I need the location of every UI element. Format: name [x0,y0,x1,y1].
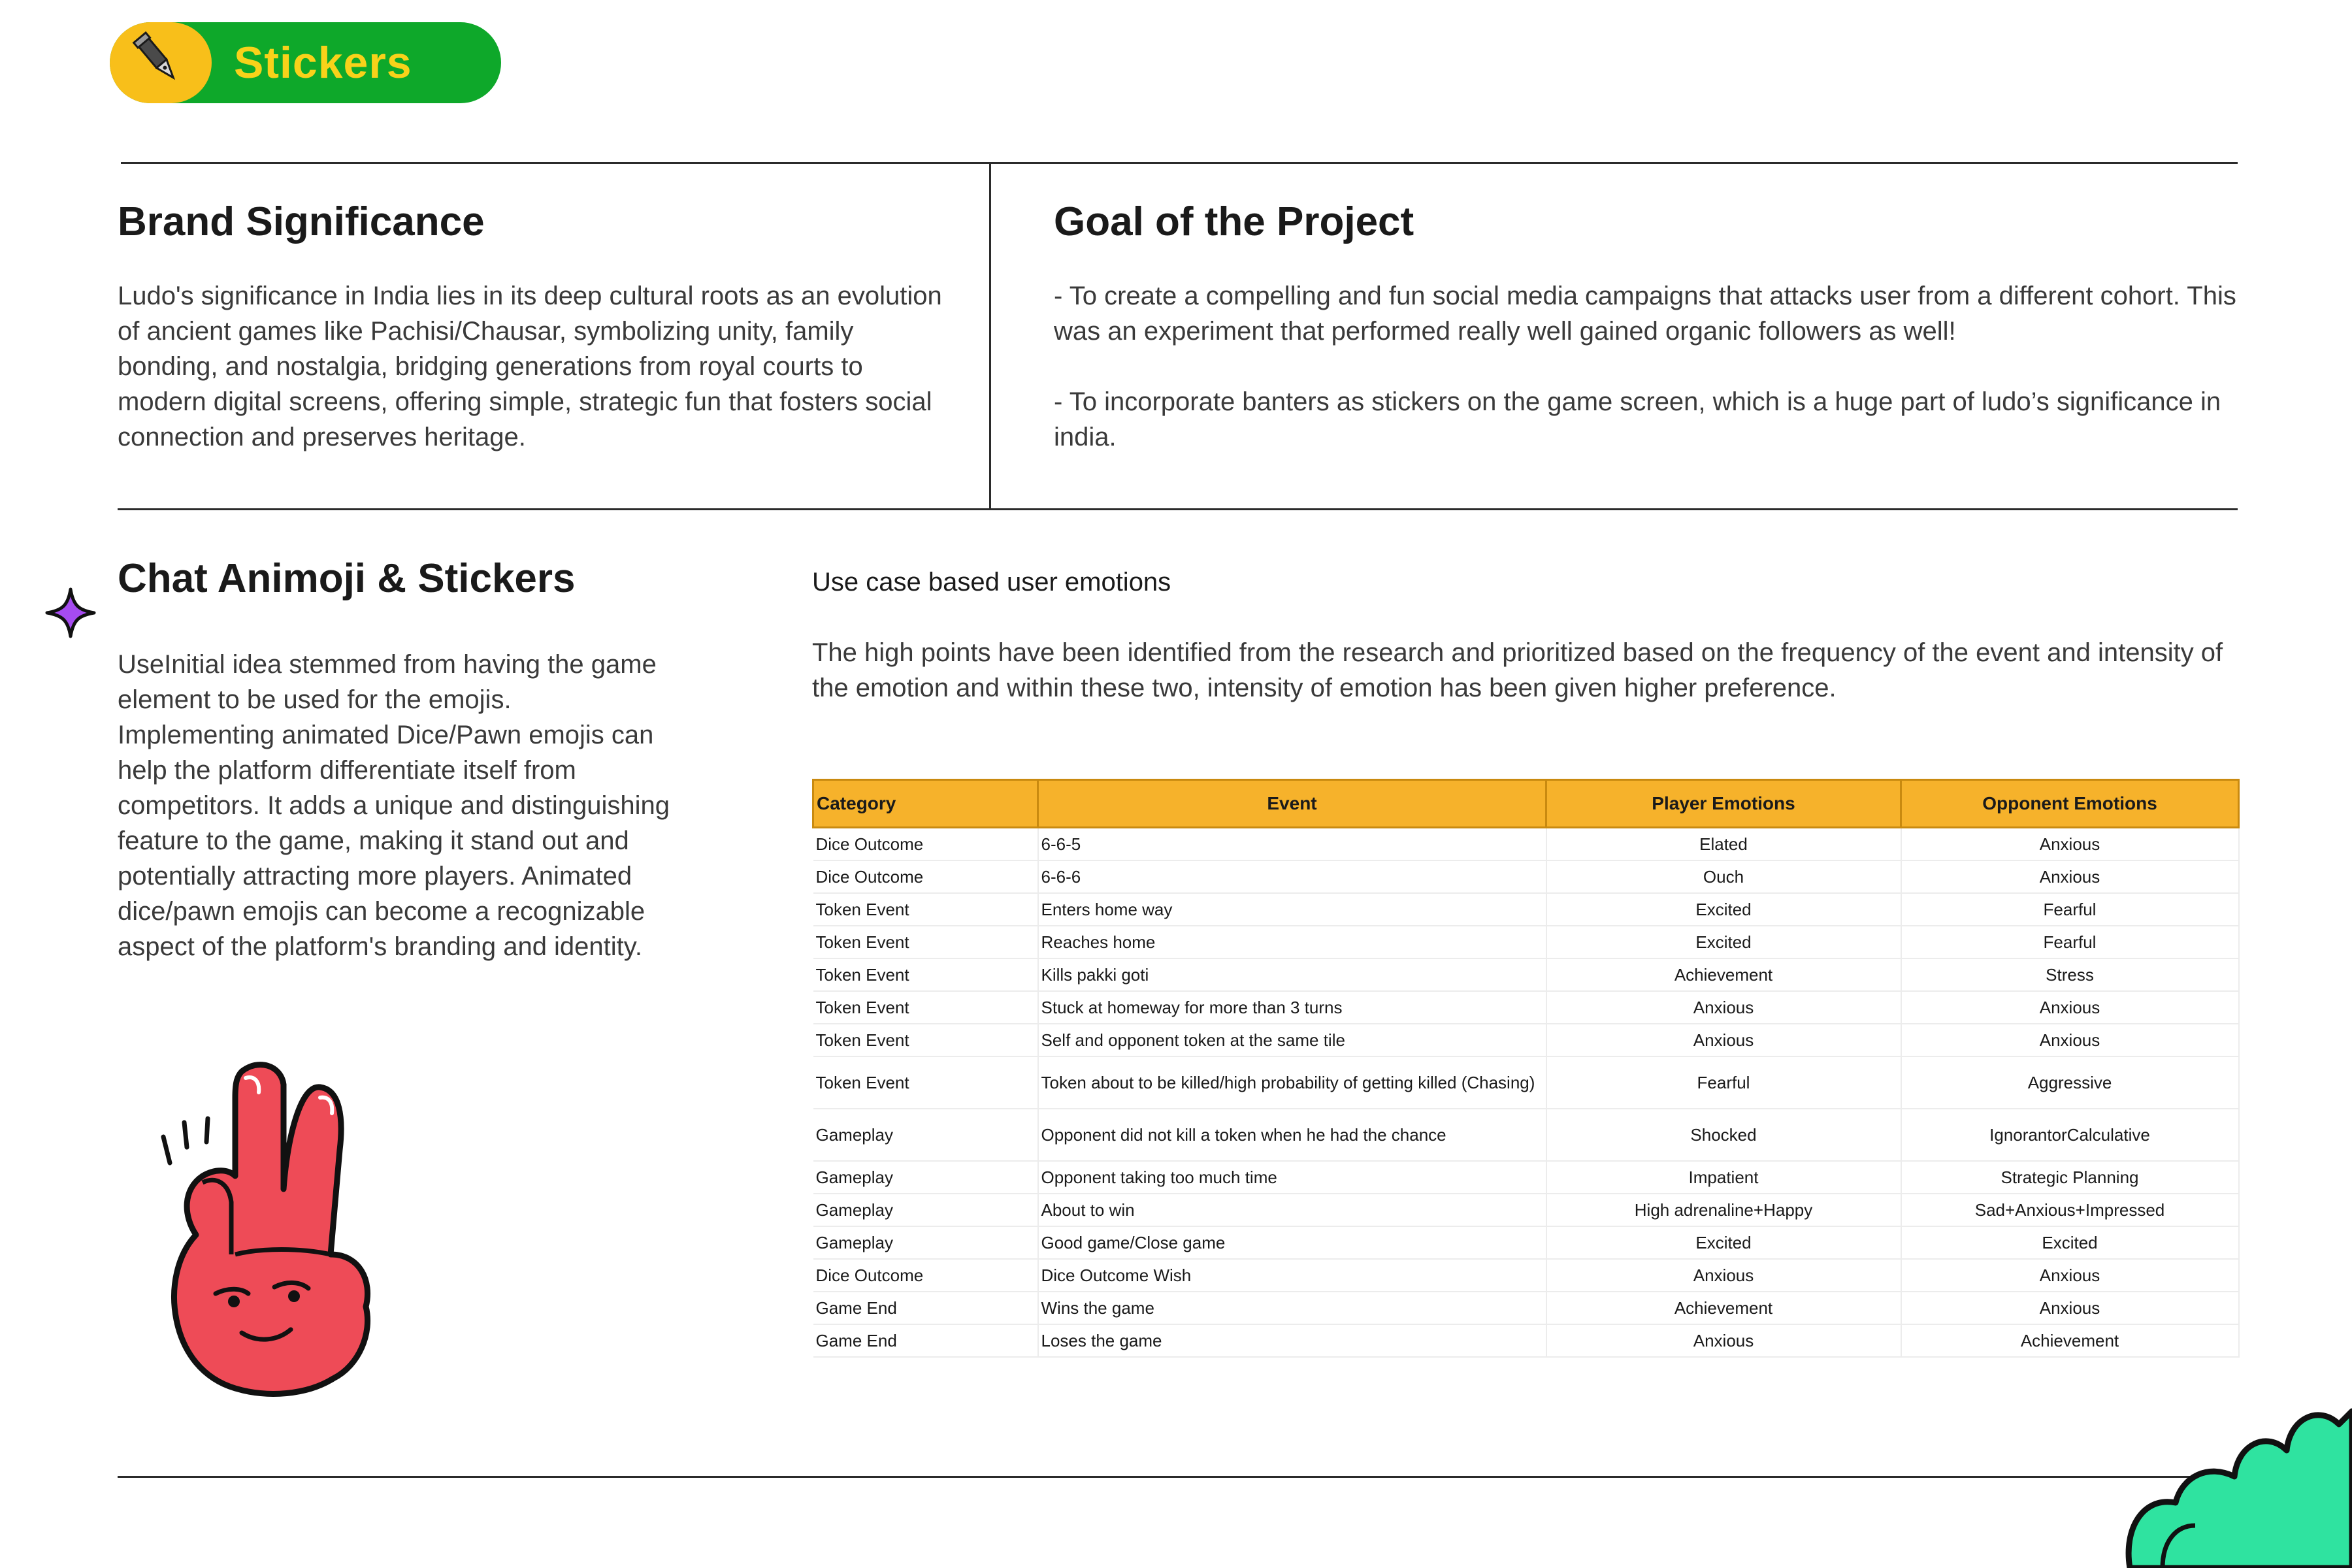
cell-player-emotion: Anxious [1546,1024,1901,1056]
cell-event: 6-6-6 [1038,860,1546,893]
cell-player-emotion: Ouch [1546,860,1901,893]
cell-opponent-emotion: Achievement [1901,1324,2239,1357]
column-header-player-emotions: Player Emotions [1546,780,1901,828]
cell-player-emotion: Achievement [1546,1292,1901,1324]
cell-category: Dice Outcome [813,860,1038,893]
cell-event: Opponent taking too much time [1038,1161,1546,1194]
cell-opponent-emotion: Anxious [1901,1292,2239,1324]
goal-title: Goal of the Project [1054,199,1414,244]
cell-event: Token about to be killed/high probability of getting killed (Chasing) [1038,1056,1546,1109]
green-bush-sticker [2123,1385,2352,1568]
cell-opponent-emotion: Sad+Anxious+Impressed [1901,1194,2239,1226]
cell-category: Gameplay [813,1109,1038,1161]
emotion-table [812,779,2240,1358]
cell-event: Good game/Close game [1038,1226,1546,1259]
column-divider [989,162,991,508]
cell-player-emotion: Fearful [1546,1056,1901,1109]
cell-opponent-emotion: Strategic Planning [1901,1161,2239,1194]
table-row [813,1259,2239,1292]
cell-event: About to win [1038,1194,1546,1226]
cell-player-emotion: Achievement [1546,958,1901,991]
table-row [813,1024,2239,1056]
cell-opponent-emotion: Aggressive [1901,1056,2239,1109]
cell-opponent-emotion: Anxious [1901,1024,2239,1056]
chat-animoji-body: UseInitial idea stemmed from having the game element to be used for the emojis. Implementing animated Dice/Pawn emojis can help the platform differentiate itself from competitors. It adds a unique and distinguishing feature to the game, making it stand out and potentially attracting more players. Animated dice/pawn emojis can become a recognizable aspect of the platform's branding and identity. [118,650,670,961]
cell-category: Token Event [813,991,1038,1024]
column-header-opponent-emotions: Opponent Emotions [1901,780,2239,828]
table-row [813,1194,2239,1226]
goal-point-1: - To create a compelling and fun social media campaigns that attacks user from a different cohort. This was an experiment that performed really well gained organic followers as well! [1054,282,2236,346]
cell-category: Token Event [813,1024,1038,1056]
cell-category: Game End [813,1292,1038,1324]
table-row [813,860,2239,893]
cell-player-emotion: Anxious [1546,1259,1901,1292]
cell-event: 6-6-5 [1038,828,1546,861]
cell-event: Stuck at homeway for more than 3 turns [1038,991,1546,1024]
table-row [813,828,2239,861]
cell-event: Kills pakki goti [1038,958,1546,991]
cell-category: Dice Outcome [813,828,1038,861]
table-row [813,991,2239,1024]
table-row [813,1161,2239,1194]
cell-player-emotion: Elated [1546,828,1901,861]
table-row [813,926,2239,958]
cell-event: Wins the game [1038,1292,1546,1324]
table-row [813,1292,2239,1324]
pen-nib-icon [110,22,212,103]
table-header-row [813,780,2239,828]
cell-event: Loses the game [1038,1324,1546,1357]
cell-opponent-emotion: Anxious [1901,1259,2239,1292]
cell-player-emotion: Impatient [1546,1161,1901,1194]
cell-opponent-emotion: IgnorantorCalculative [1901,1109,2239,1161]
cell-opponent-emotion: Fearful [1901,893,2239,926]
table-row [813,893,2239,926]
cell-category: Game End [813,1324,1038,1357]
cell-category: Token Event [813,893,1038,926]
cell-category: Token Event [813,1056,1038,1109]
badge-label: Stickers [234,38,412,88]
cell-category: Gameplay [813,1226,1038,1259]
cell-player-emotion: Excited [1546,893,1901,926]
table-row [813,1109,2239,1161]
cell-event: Reaches home [1038,926,1546,958]
cell-player-emotion: Shocked [1546,1109,1901,1161]
cell-player-emotion: Anxious [1546,991,1901,1024]
cell-event: Enters home way [1038,893,1546,926]
table-row [813,1226,2239,1259]
goal-point-2: - To incorporate banters as stickers on the game screen, which is a huge part of ludo’s significance in india. [1054,387,2221,451]
table-row [813,958,2239,991]
middle-divider [118,508,2238,510]
cell-opponent-emotion: Excited [1901,1226,2239,1259]
cell-category: Dice Outcome [813,1259,1038,1292]
badge-icon-circle [110,22,212,103]
cell-event: Self and opponent token at the same tile [1038,1024,1546,1056]
cell-opponent-emotion: Anxious [1901,991,2239,1024]
table-row [813,1324,2239,1357]
column-header-category: Category [813,780,1038,828]
cell-opponent-emotion: Anxious [1901,860,2239,893]
bottom-divider [118,1476,2238,1478]
cell-event: Dice Outcome Wish [1038,1259,1546,1292]
peace-hand-sticker [144,1058,392,1398]
cell-event: Opponent did not kill a token when he had the chance [1038,1109,1546,1161]
brand-significance-body: Ludo's significance in India lies in its deep cultural roots as an evolution of ancient games like Pachisi/Chausar, symbolizing unity, family bonding, and nostalgia, bridging generations from royal courts to modern digital screens, offering simple, strategic fun that fosters social connection and preserves heritage. [118,282,942,451]
column-header-event: Event [1038,780,1546,828]
cell-category: Token Event [813,958,1038,991]
usecase-title: Use case based user emotions [812,568,1171,596]
cell-player-emotion: Excited [1546,926,1901,958]
table-row [813,1056,2239,1109]
usecase-body: The high points have been identified from the research and prioritized based on the frequency of the event and intensity of the emotion and within these two, intensity of emotion has been given higher preference. [812,638,2223,702]
cell-category: Gameplay [813,1161,1038,1194]
cell-opponent-emotion: Anxious [1901,828,2239,861]
cell-player-emotion: Anxious [1546,1324,1901,1357]
cell-opponent-emotion: Fearful [1901,926,2239,958]
cell-category: Token Event [813,926,1038,958]
brand-significance-title: Brand Significance [118,199,485,244]
cell-player-emotion: Excited [1546,1226,1901,1259]
sparkle-icon [44,587,97,639]
chat-animoji-title: Chat Animoji & Stickers [118,556,576,601]
top-divider [121,162,2238,164]
cell-category: Gameplay [813,1194,1038,1226]
cell-opponent-emotion: Stress [1901,958,2239,991]
cell-player-emotion: High adrenaline+Happy [1546,1194,1901,1226]
